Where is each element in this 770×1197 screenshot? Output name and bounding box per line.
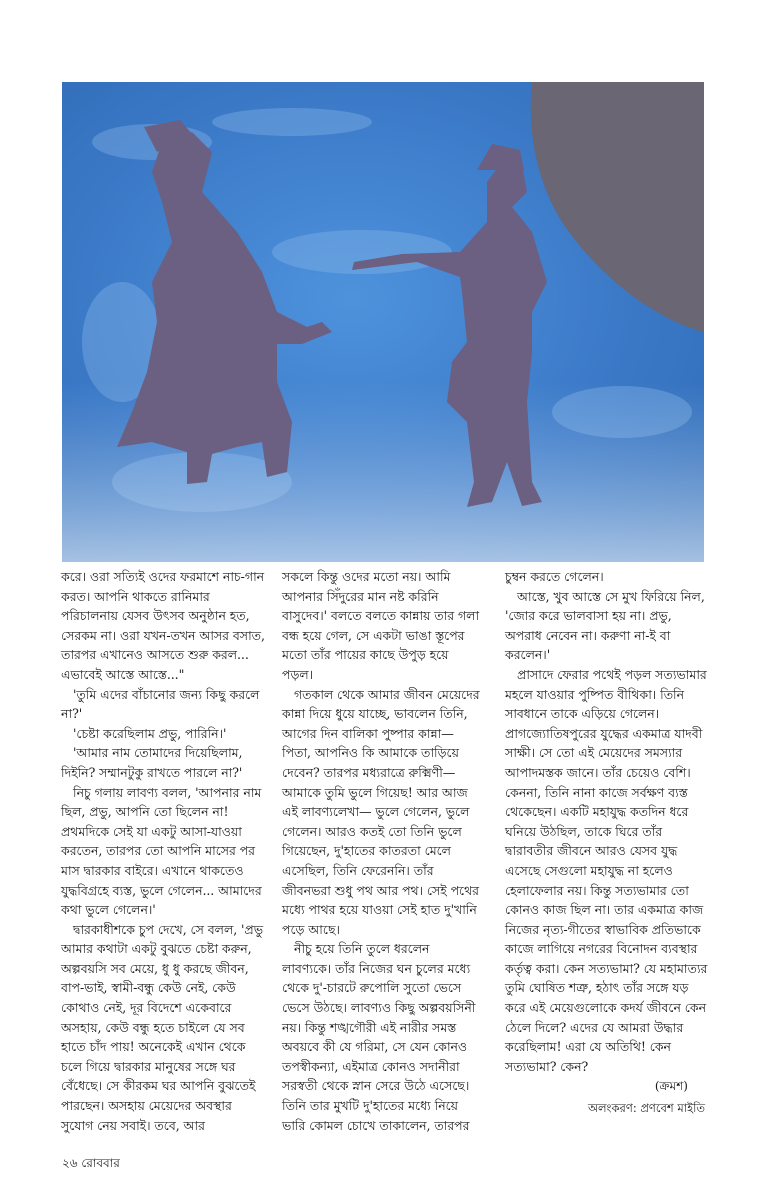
continued-marker: (ক্রমশ) (654, 1079, 688, 1093)
text-column-3 (505, 567, 708, 1076)
shadow-puppet-illustration (62, 82, 704, 562)
paragraph: সকলে কিন্তু ওদের মতো নয়। আমি আপনার সিঁদুরের মান নষ্ট করিনি বাসুদেব।' বলতে বলতে কান্নায় তার গলা বন্ধ হয়ে গেল, সে একটা ভাঙা স্তূপের মতো তাঁর পায়ের কাছে উপুড় হয়ে পড়ল। (282, 569, 480, 682)
paragraph: 'চেষ্টা করেছিলাম প্রভু, পারিনি।' (73, 725, 227, 741)
paragraph: আস্তে, খুব আস্তে সে মুখ ফিরিয়ে নিল, 'জোর করে ভালবাসা হয় না। প্রভু, অপরাধ নেবেন না। করুণা না-ই বা করলেন।' (505, 588, 705, 663)
text-column-1 (61, 567, 266, 1135)
illustration-art (62, 82, 704, 562)
paragraph: করে। ওরা সত্যিই ওদের ফরমাশে নাচ-গান করত। আপনি থাকতে রানিমার পরিচালনায় যেসব উৎসব অনুষ্ঠান হত, সেরকম না। ওরা যখন-তখন আসর বসাত, তারপর এখানেও আসতে শুরু করল... এভাবেই আস্তে আস্তে..." (61, 569, 265, 682)
paragraph: নিচু গলায় লাবণ্য বলল, 'আপনার নাম ছিল, প্রভু, আপনি তো ছিলেন না! প্রথমদিকে সেই যা একটু আসা-যাওয়া করতেন, তারপর তো আপনি মাসের পর মাস দ্বারকার বাইরে। এখানে থাকতেও যুদ্ধবিগ্রহে ব্যস্ত, ভুলে গেলেন... আমাদের কথা ভুলে গেলেন।' (61, 784, 262, 918)
paragraph: দ্বারকাধীশকে চুপ দেখে, সে বলল, 'প্রভু আমার কথাটা একটু বুঝতে চেষ্টা করুন, অল্পবয়সি সব মেয়ে, ধু ধু করছে জীবন, বাপ-ভাই, স্বামী-বন্ধু কেউ নেই, কেউ কোথাও নেই, দূর বিদেশে একেবারে অসহায়, কেউ বন্ধু হতে চাইলে যে সব হাতে চাঁদ পায়! অনেকেই এখান থেকে চলে গিয়ে দ্বারকার মানুষের সঙ্গে ঘর বেঁধেছে। সে কীরকম ঘর আপনি বুঝতেই পারছেন। অসহায় মেয়েদের অবস্থার সুযোগ নেয় সবাই। তবে, আর (61, 921, 263, 1133)
paragraph: 'তুমি এদের বাঁচানোর জন্য কিছু করলে না?' (61, 686, 260, 722)
paragraph: গতকাল থেকে আমার জীবন মেয়েদের কান্না দিয়ে ধুয়ে যাচ্ছে, ভাবলেন তিনি, আগের দিন বালিকা পুষ্পার কান্না— পিতা, আপনিও কি আমাকে তাড়িয়ে দেবেন? তারপর মধ্যরাত্রে রুক্মিণী— আমাকে তুমি ভুলে গিয়েছ! আর আজ এই লাবণ্যলেখা— ভুলে গেলেন, ভুলে গেলেন। আরও কতই তো তিনি ভুলে গিয়েছেন, দু'হাতের কাতরতা মেলে এসেছিল, তিনি ফেরেননি। তাঁর জীবনভরা শুধু পথ আর পথ। সেই পথের মধ্যে পাথর হয়ে যাওয়া সেই হাত দু'খানি পড়ে আছে। (282, 686, 480, 937)
page-folio: ২৬ রোববার (62, 1156, 120, 1170)
text-column-2 (282, 567, 482, 1135)
paragraph: নীচু হয়ে তিনি তুলে ধরলেন লাবণ্যকে। তাঁর নিজের ঘন চুলের মধ্যে থেকে দু'-চারটে রুপোলি সুতো ভেসে ভেসে উঠছে। লাবণ্যও কিছু অল্পবয়সিনী নয়। কিন্তু শঙ্খগৌরী এই নারীর সমস্ত অবয়বে কী যে গরিমা, সে যেন কোনও তপস্বীকন্যা, এইমাত্র কোনও সদানীরা সরস্বতী থেকে স্নান সেরে উঠে এসেছে। তিনি তার মুখটি দু'হাতের মধ্যে নিয়ে ভারি কোমল চোখে তাকালেন, তারপর (282, 941, 476, 1133)
illustration-credit: অলংকরণ: প্রণবেশ মাইতি (588, 1101, 705, 1115)
paragraph: প্রাসাদে ফেরার পথেই পড়ল সত্যভামার মহলে যাওয়ার পুষ্পিত বীথিকা। তিনি সাবধানে তাকে এড়িয়ে গেলেন। প্রাগজ্যোতিষপুরের যুদ্ধের একমাত্র যাদবী সাক্ষী। সে তো এই মেয়েদের সমস্যার আপাদমস্তক জানে। তাঁর চেয়েও বেশি। কেননা, তিনি নানা কাজে সর্বক্ষণ ব্যস্ত থেকেছেন। একটি মহাযুদ্ধ কতদিন ধরে ঘনিয়ে উঠছিল, তাকে ঘিরে তাঁর দ্বারাবতীর জীবনে আরও যেসব যুদ্ধ এসেছে সেগুলো মহাযুদ্ধ না হলেও হেলাফেলার নয়। কিন্তু সত্যভামার তো কোনও কাজ ছিল না। তার একমাত্র কাজ নিজের নৃত্য-গীতের স্বাভাবিক প্রতিভাকে কাজে লাগিয়ে নগরের বিনোদন ব্যবস্থার কর্তৃত্ব করা। কেন সত্যভামা? যে মহামাত্যর তুমি ঘোষিত শত্রু, হঠাৎ তাঁর সঙ্গে যড় করে এই মেয়েগুলোকে কদর্য জীবনে কেন ঠেলে দিলে? এদের যে আমরা উদ্ধার করেছিলাম! এরা যে অতিথি! কেন সত্যভামা? কেন? (505, 666, 708, 1074)
paragraph: 'আমার নাম তোমাদের দিয়েছিলাম, দিইনি? সম্মানটুকু রাখতে পারলে না?' (61, 745, 243, 780)
paragraph: চুম্বন করতে গেলেন। (505, 569, 604, 584)
